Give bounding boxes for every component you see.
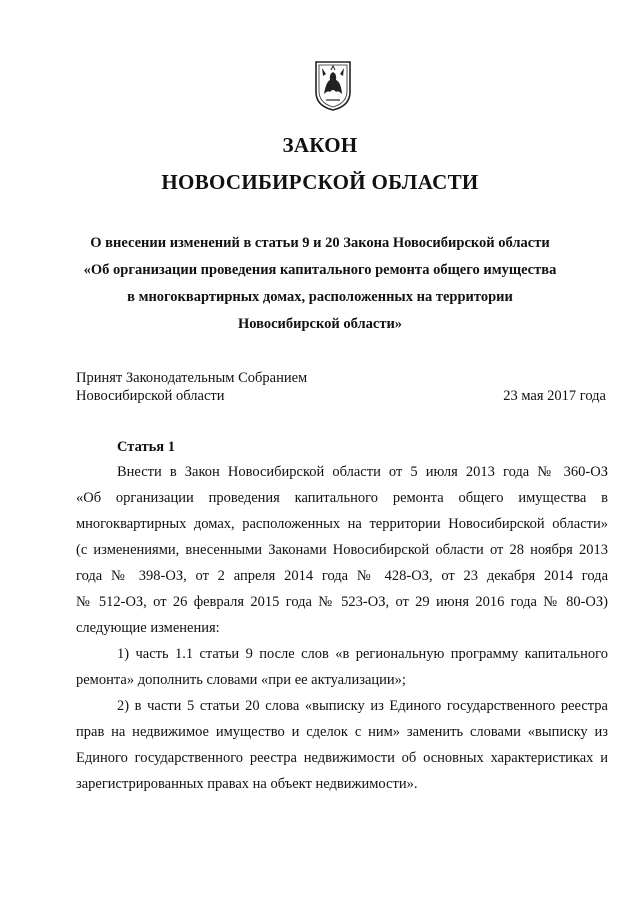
article-text-line: 1) часть 1.1 статьи 9 после слов «в региональную программу капитального bbox=[117, 646, 608, 662]
document-title-region: НОВОСИБИРСКОЙ ОБЛАСТИ bbox=[161, 170, 479, 194]
subtitle-line-4: Новосибирской области» bbox=[237, 316, 403, 332]
article-text-line: № 512-ОЗ, от 26 февраля 2015 года № 523-ОЗ, от 29 июня 2016 года № 80-ОЗ) bbox=[76, 594, 608, 610]
adoption-date: 23 мая 2017 года bbox=[503, 388, 606, 404]
article-heading: Статья 1 bbox=[117, 439, 175, 455]
article-text-line: многоквартирных домах, расположенных на территории Новосибирской области» bbox=[76, 516, 608, 532]
adopted-by-line-1: Принят Законодательным Собранием bbox=[76, 370, 308, 386]
article-text-line: года № 398-ОЗ, от 2 апреля 2014 года № 428-ОЗ, от 23 декабря 2014 года bbox=[76, 568, 608, 584]
article-text-line: 2) в части 5 статьи 20 слова «выписку из Единого государственного реестра bbox=[117, 698, 608, 714]
article-text-line: следующие изменения: bbox=[76, 620, 220, 636]
article-text-line: Единого государственного реестра недвижимости об основных характеристиках и bbox=[76, 750, 608, 766]
article-text-line: прав на недвижимое имущество и сделок с ним» заменить словами «выписку из bbox=[76, 724, 608, 740]
article-text-line: (с изменениями, внесенными Законами Новосибирской области от 28 ноября 2013 bbox=[76, 542, 608, 558]
article-text-line: зарегистрированных правах на объект недвижимости». bbox=[76, 776, 418, 792]
document-title-law: ЗАКОН bbox=[282, 133, 358, 157]
subtitle-line-1: О внесении изменений в статьи 9 и 20 Закона Новосибирской области bbox=[90, 235, 550, 251]
article-text-line: «Об организации проведения капитального ремонта общего имущества в bbox=[76, 490, 608, 506]
subtitle-line-3: в многоквартирных домах, расположенных на территории bbox=[127, 289, 513, 305]
adopted-by-line-2: Новосибирской области bbox=[76, 388, 225, 404]
article-text-line: Внести в Закон Новосибирской области от 5 июля 2013 года № 360-ОЗ bbox=[117, 464, 608, 480]
coat-of-arms-icon bbox=[314, 60, 352, 112]
article-text-line: ремонта» дополнить словами «при ее актуализации»; bbox=[76, 672, 406, 688]
subtitle-line-2: «Об организации проведения капитального ремонта общего имущества bbox=[83, 262, 557, 278]
